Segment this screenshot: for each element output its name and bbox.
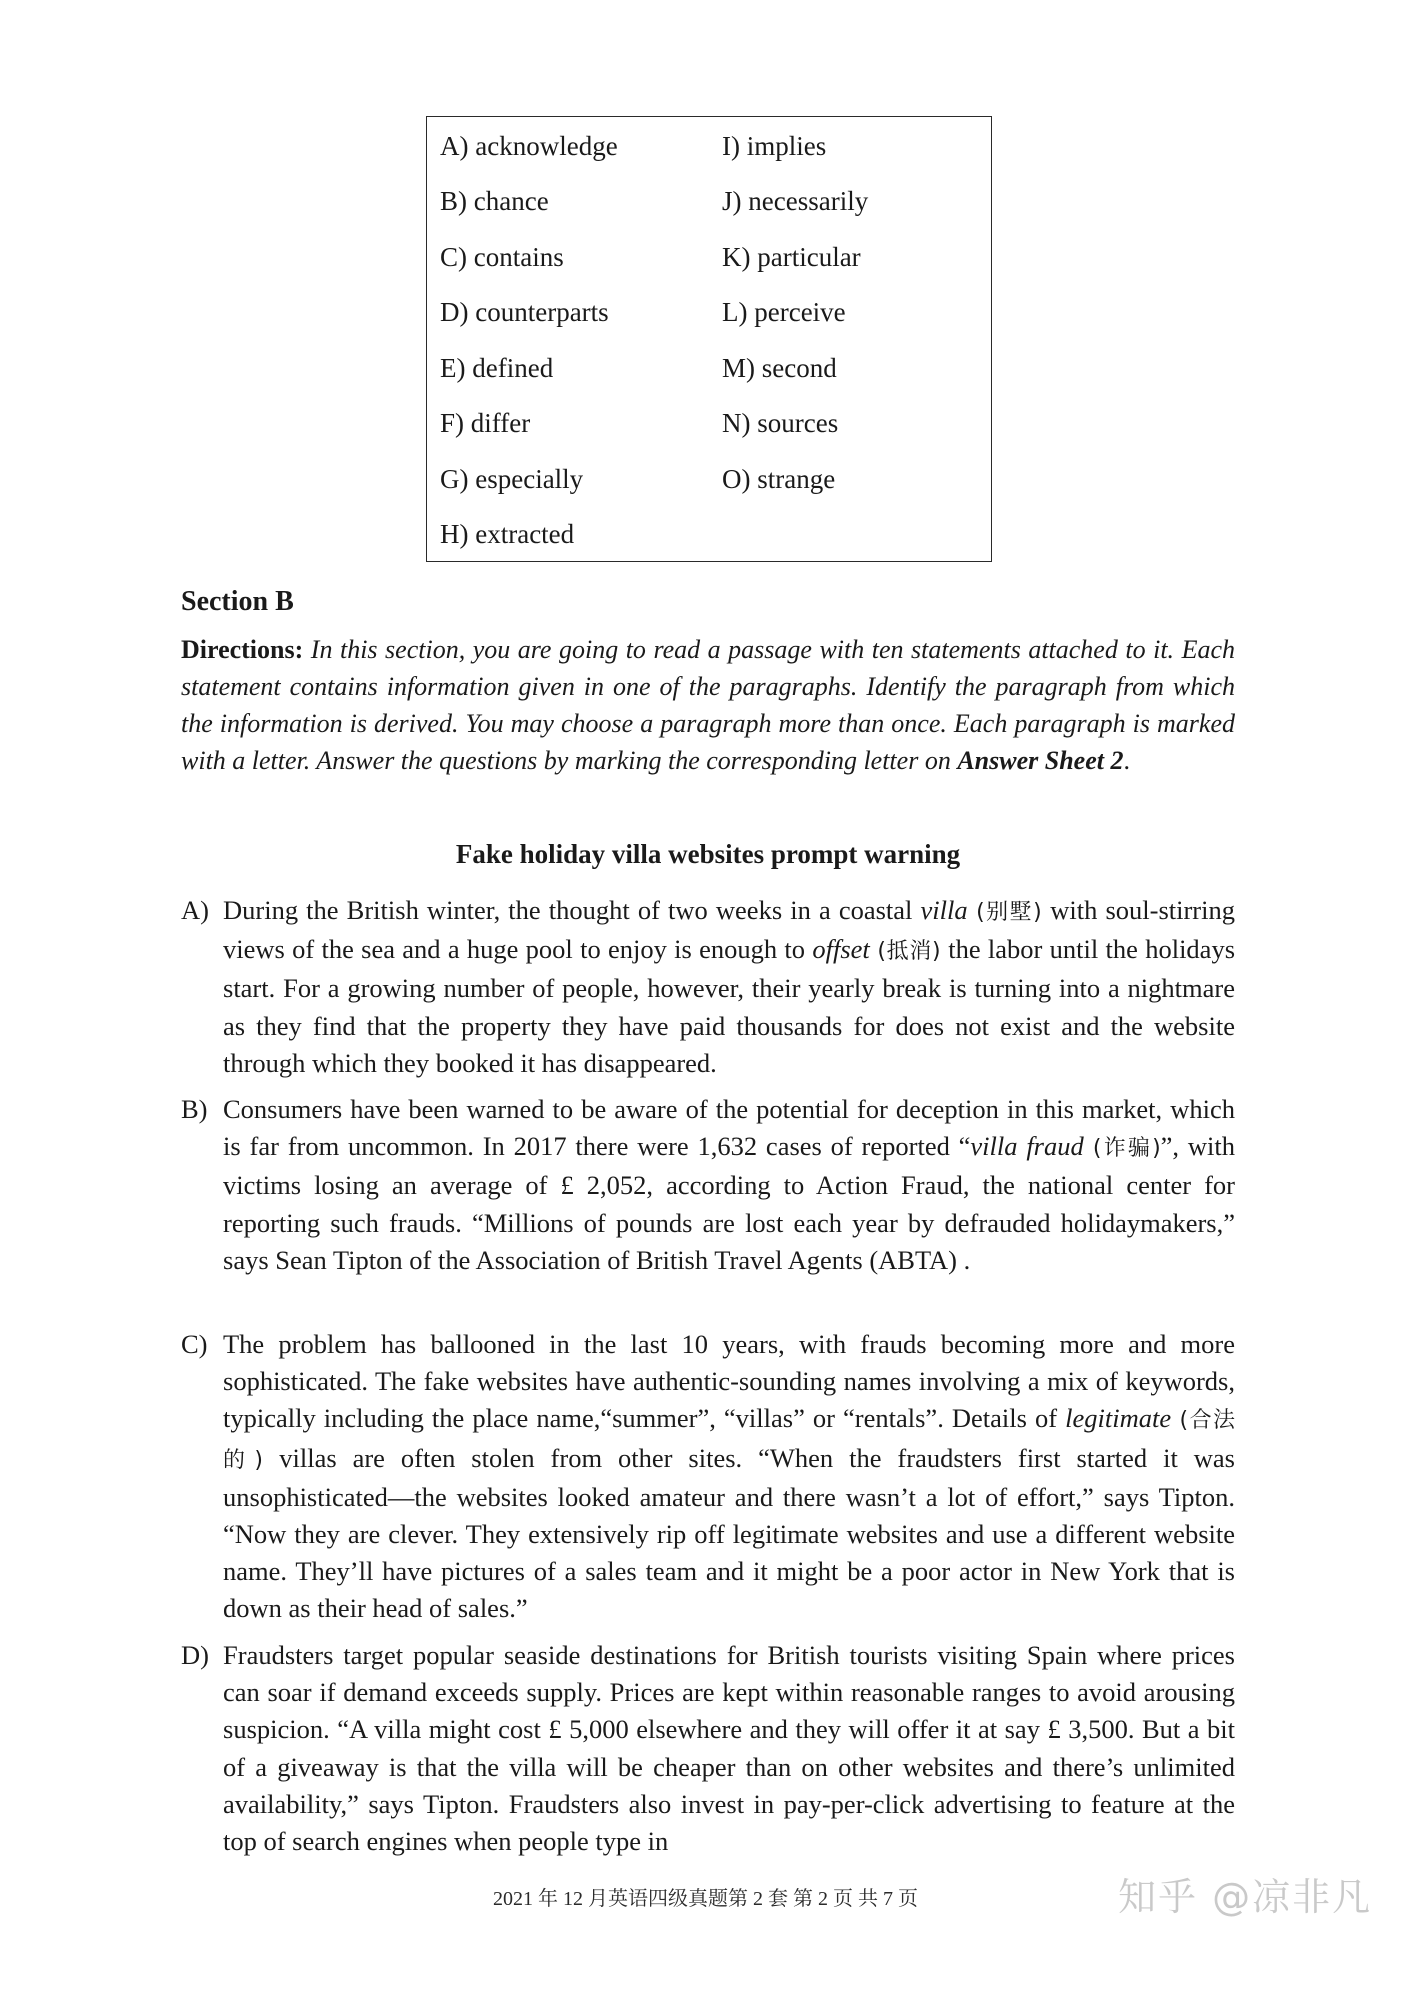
- italic-term: legitimate: [1065, 1403, 1172, 1434]
- paragraph-a: [181, 892, 1235, 1082]
- directions: [181, 631, 1235, 779]
- word-option-o: O) strange: [722, 464, 836, 494]
- paragraph-letter: A): [181, 895, 209, 925]
- paragraph-letter: D): [181, 1640, 209, 1670]
- word-option-j: J) necessarily: [722, 186, 869, 216]
- italic-term: villa: [920, 895, 968, 925]
- word-option-g: G) especially: [440, 464, 584, 494]
- word-bank-box: [426, 116, 992, 562]
- passage-title: Fake holiday villa websites prompt warning: [455, 839, 961, 869]
- paragraph-letter: C): [181, 1329, 208, 1359]
- directions-answer-sheet: Answer Sheet 2: [957, 746, 1124, 775]
- chinese-gloss: (抵消): [869, 939, 949, 965]
- word-option-d: D) counterparts: [440, 297, 609, 327]
- word-option-f: F) differ: [440, 408, 531, 438]
- paragraph-d: [181, 1637, 1235, 1860]
- paragraph-text: Fraudsters target popular seaside destinations for British tourists visiting Spain where prices can soar if demand exceeds supply. Prices are kept within reasonable ranges to avoid arousing suspicion. “A villa might cost £ 5,000 elsewhere and they will offer it at say £ 3,500. But a bit of a giveaway is that the villa will be cheaper than on other websites and there’s unlimited availability,” says Tipton. Fraudsters also invest in pay-per-click advertising to feature at the top of search engines when people type in: [223, 1640, 1235, 1857]
- paragraph-text: During the British winter, the thought of two weeks in a coastal: [223, 895, 921, 925]
- word-option-c: C) contains: [440, 242, 564, 272]
- word-option-b: B) chance: [440, 186, 549, 216]
- paragraph-text: the labor until the holidays start. For a growing number of people, however, their yearly break is turning into a nightmare as they find that the property they have paid thousands for does not exist and the website through which they booked it has disappeared.: [223, 934, 1236, 1078]
- watermark: 知乎 @凉非凡: [1118, 1875, 1373, 1919]
- section-title: Section B: [181, 586, 294, 617]
- chinese-gloss: (合法的): [223, 1408, 1235, 1473]
- directions-text: In this section, you are going to read a passage with ten statements attached to it. Each statement contains information given in one of the paragraphs. Identify the paragraph from which the information is derived. You may choose a paragraph more than once. Each paragraph is marked with a letter. Answer the questions by marking the corresponding letter on: [181, 635, 1235, 775]
- italic-term: offset: [812, 934, 870, 965]
- directions-end: .: [1123, 746, 1130, 775]
- word-option-i: I) implies: [722, 131, 827, 161]
- word-option-l: L) perceive: [722, 297, 846, 327]
- word-option-e: E) defined: [440, 353, 554, 383]
- word-option-h: H) extracted: [440, 519, 575, 549]
- word-option-n: N) sources: [722, 408, 839, 438]
- chinese-gloss: (诈骗): [1083, 1136, 1161, 1162]
- chinese-gloss: (别墅): [967, 900, 1051, 925]
- paragraph-letter: B): [181, 1094, 208, 1124]
- paragraph-text: with soul-stirring views of the sea and a huge pool to enjoy is enough to: [223, 895, 1235, 965]
- paragraph-b: [181, 1091, 1235, 1279]
- paragraph-text: ”, with victims losing an average of £ 2,052, according to Action Fraud, the national center for reporting such frauds. “Millions of pounds are lost each year by defrauded holidaymakers,” says Sean Tipton of the Association of British Travel Agents (ABTA) .: [223, 1131, 1235, 1275]
- paragraph-text: villas are often stolen from other sites. “When the fraudsters first started it was unsophisticated—the websites looked amateur and there wasn’t a lot of effort,” says Tipton. “Now they are clever. They extensively rip off legitimate websites and use a different website name. They’ll have pictures of a sales team and it might be a poor actor in New York that is down as their head of sales.”: [223, 1442, 1235, 1624]
- word-option-a: A) acknowledge: [440, 131, 618, 161]
- italic-term: villa fraud: [970, 1131, 1084, 1162]
- page-footer: 2021 年 12 月英语四级真题第 2 套 第 2 页 共 7 页: [493, 1888, 918, 1910]
- paragraph-text: The problem has ballooned in the last 10 years, with frauds becoming more and more sophisticated. The fake websites have authentic-sounding names involving a mix of keywords, typically including the place name,“summer”, “villas” or “rentals”. Details of: [223, 1329, 1235, 1434]
- directions-label: Directions:: [181, 635, 304, 664]
- word-option-k: K) particular: [722, 242, 861, 272]
- paragraph-c: [181, 1326, 1235, 1628]
- word-option-m: M) second: [722, 353, 837, 383]
- paragraph-text: Consumers have been warned to be aware of the potential for deception in this market, which is far from uncommon. In 2017 there were 1,632 cases of reported “: [223, 1094, 1235, 1162]
